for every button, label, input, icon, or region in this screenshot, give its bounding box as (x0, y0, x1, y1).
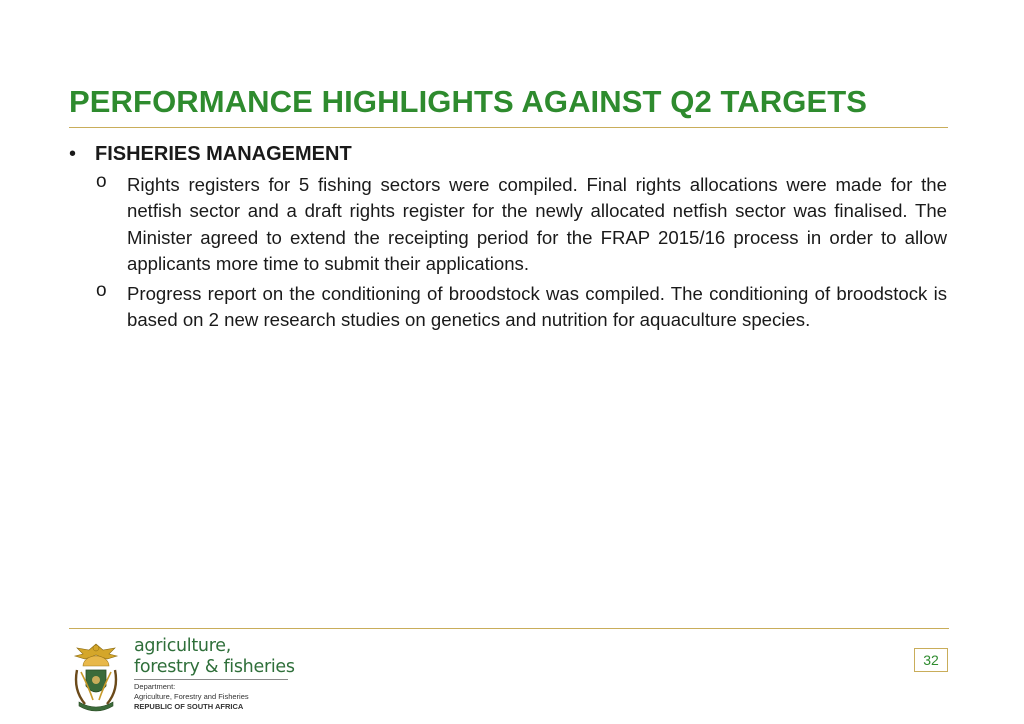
department-name: Agriculture, Forestry and Fisheries (134, 692, 249, 701)
country-name: REPUBLIC OF SOUTH AFRICA (134, 702, 244, 711)
org-name-line2: forestry & fisheries (134, 657, 295, 677)
title-divider (69, 127, 948, 128)
slide-content (69, 140, 949, 338)
department-label: Department: (134, 682, 176, 691)
bullet-marker: • (69, 143, 77, 165)
page-number: 32 (914, 648, 948, 672)
sub-bullet-list (69, 172, 949, 334)
logo-divider (134, 679, 288, 680)
sub-bullet-marker: o (96, 280, 107, 302)
sub-bullet-text: Rights registers for 5 fishing sectors were compiled. Final rights allocations were made for the netfish sector and a draft rights register for the newly allocated netfish sector was finalised. The Minister agreed to extend the receipting period for the FRAP 2015/16 process in order to allow applicants more time to submit their applications. (127, 174, 947, 274)
department-logo (69, 636, 309, 716)
sub-bullet-item (96, 172, 949, 277)
footer-divider (69, 628, 949, 629)
org-name-line1: agriculture, (134, 636, 231, 656)
sub-bullet-text: Progress report on the conditioning of broodstock was compiled. The conditioning of broodstock is based on 2 new research studies on genetics and nutrition for aquaculture species. (127, 283, 947, 331)
section-heading: FISHERIES MANAGEMENT (95, 143, 352, 165)
sub-bullet-marker: o (96, 171, 107, 192)
coat-of-arms-icon (69, 640, 123, 712)
bullet-item (69, 140, 949, 168)
sub-bullet-item (96, 281, 949, 334)
slide-title: PERFORMANCE HIGHLIGHTS AGAINST Q2 TARGETS (69, 84, 868, 119)
